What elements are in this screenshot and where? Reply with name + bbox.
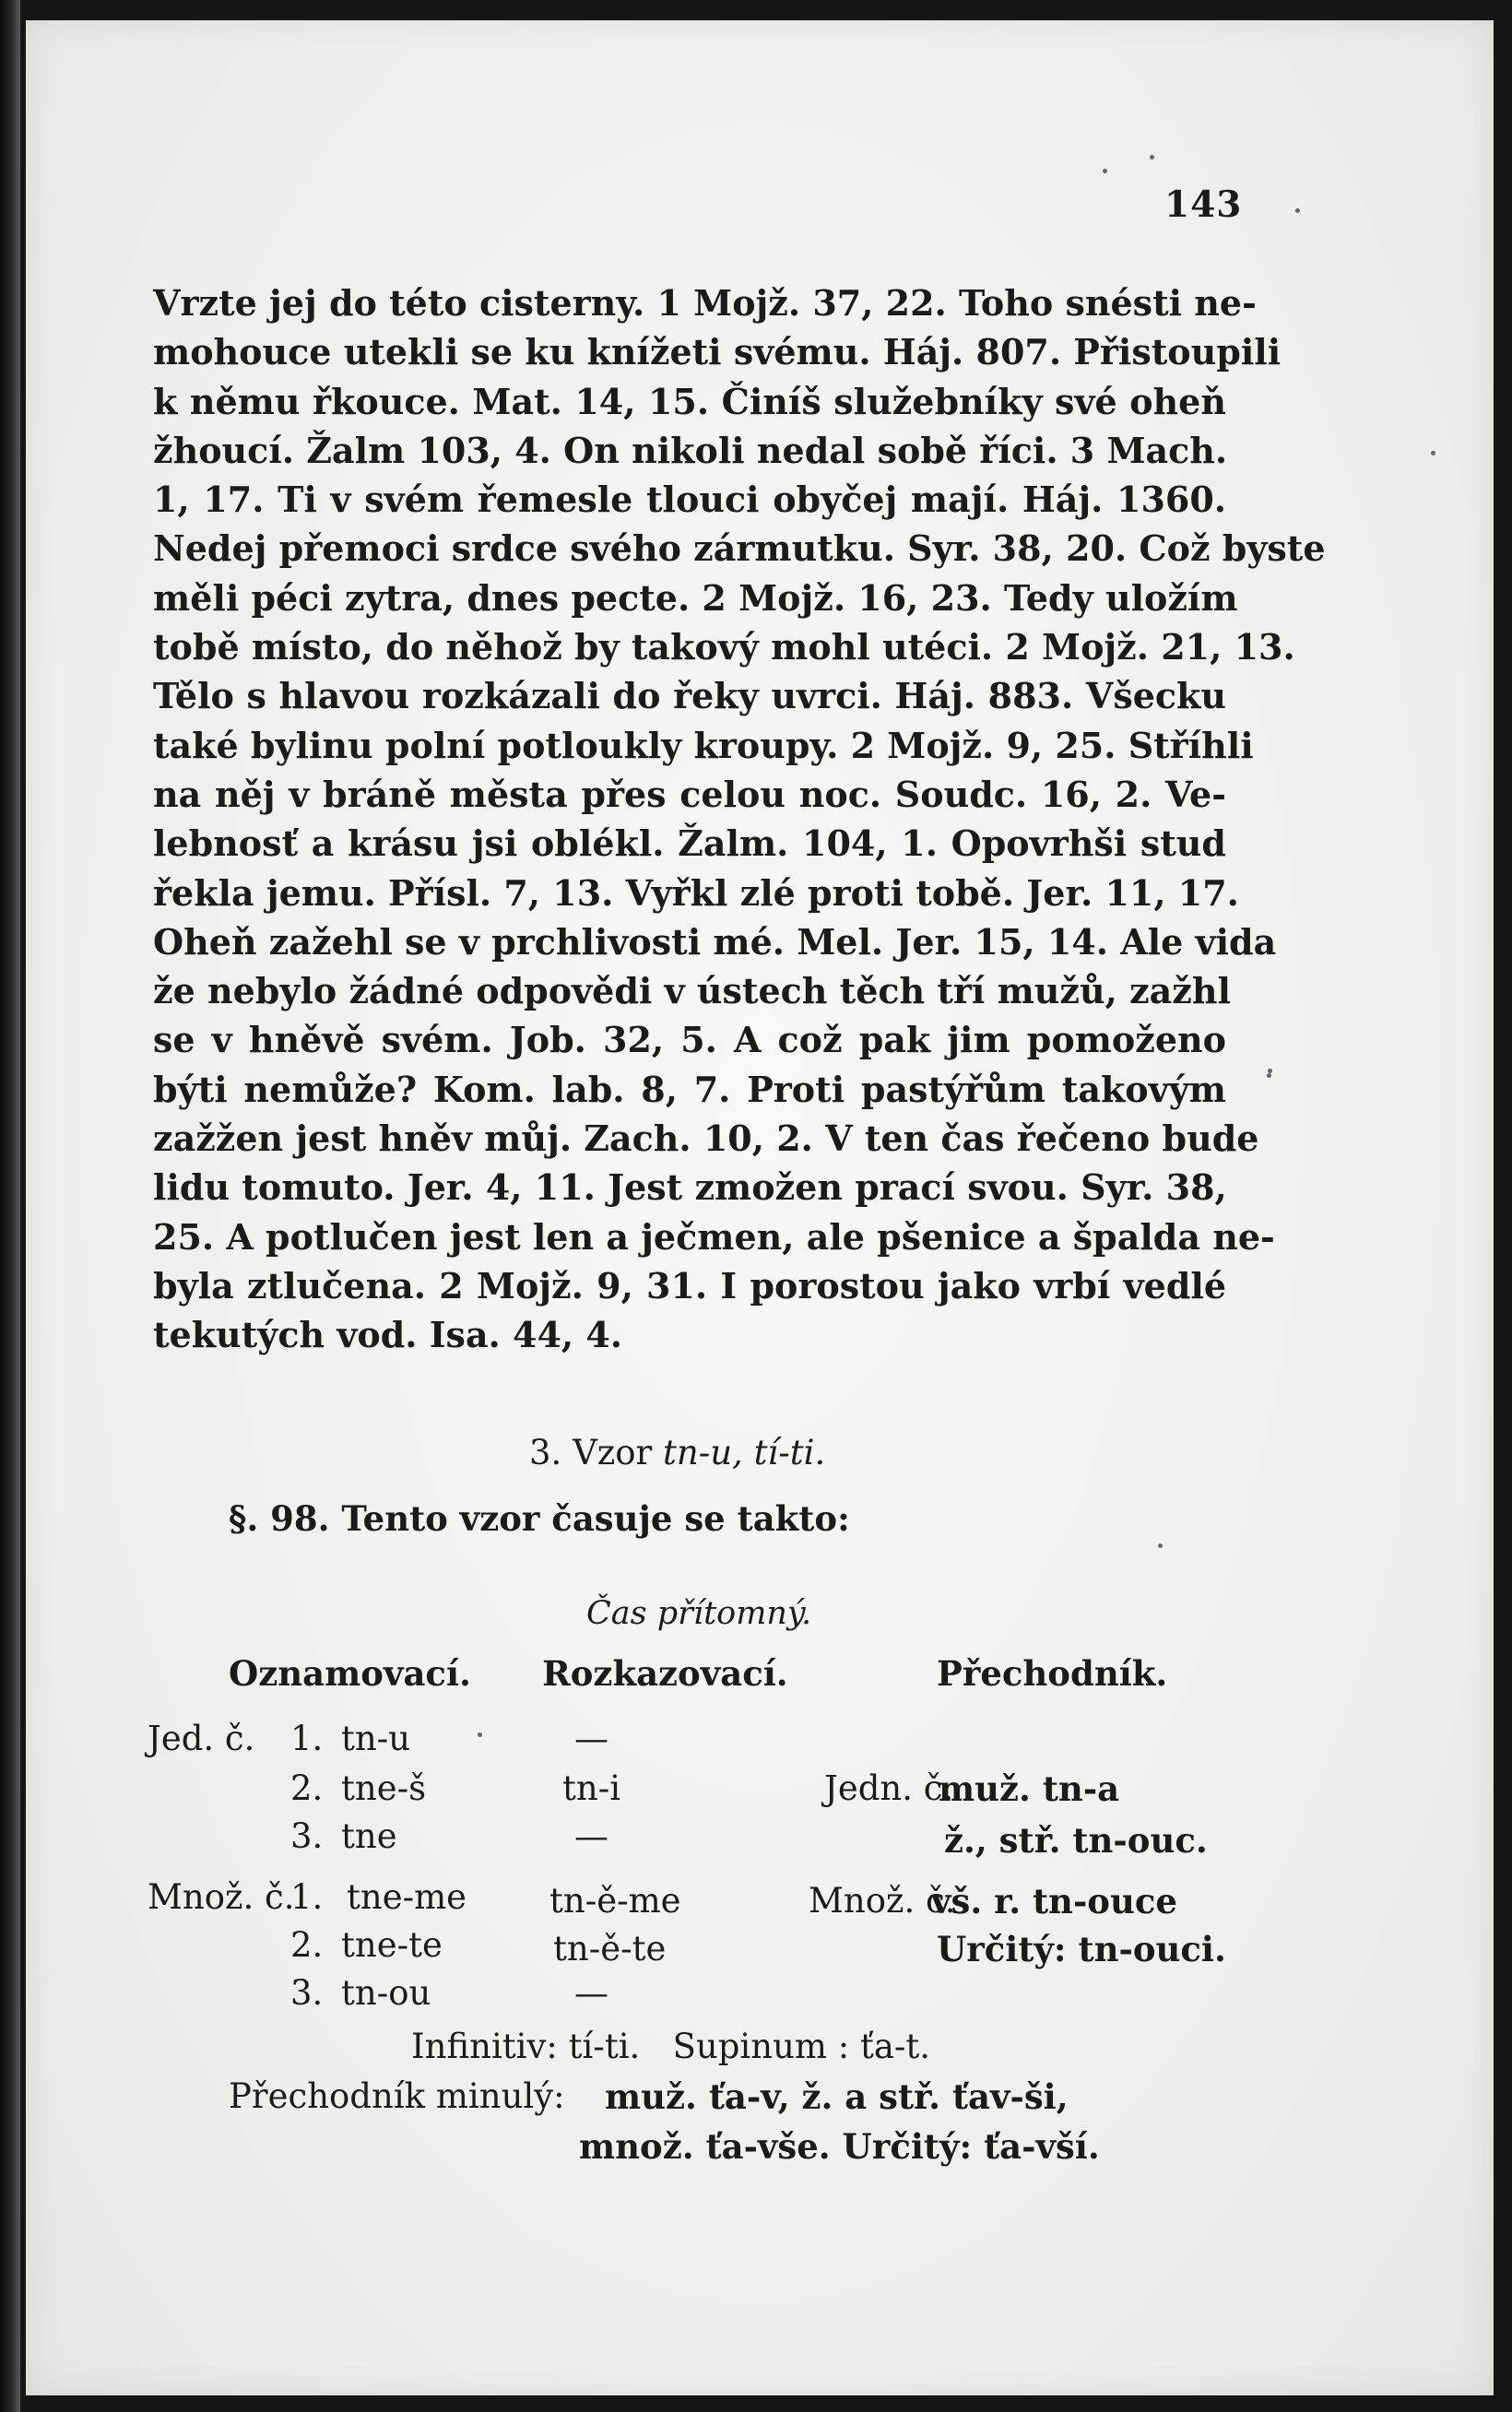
text-line: také bylinu polní potloukly kroupy. 2 Mojž. 9, 25. Stříhli xyxy=(153,724,1254,766)
row-number: 1. xyxy=(290,1877,324,1917)
pattern-heading xyxy=(529,1433,825,1472)
text-line: zažžen jest hněv můj. Zach. 10, 2. V ten čas řečeno bude xyxy=(153,1117,1259,1160)
column-header-imperative: Rozkazovací. xyxy=(542,1653,788,1694)
text-line: žhoucí. Žalm 103, 4. On nikoli nedal sobě říci. 3 Mach. xyxy=(153,429,1228,471)
scan-speck xyxy=(1267,1073,1271,1078)
transgressive-form: Určitý: tn-ouci. xyxy=(937,1929,1226,1969)
text-line: 25. A potlučen jest len a ječmen, ale pšenice a špalda ne- xyxy=(153,1215,1275,1258)
imperative-form: — xyxy=(574,1973,608,2013)
text-line: na něj v bráně města přes celou noc. Soudc. 16, 2. Ve- xyxy=(153,773,1226,815)
past-transgressive-line: muž. ťa-v, ž. a stř. ťav-ši, xyxy=(605,2076,1069,2117)
text-line: k němu řkouce. Mat. 14, 15. Činíš služebníky své oheň xyxy=(153,380,1226,422)
scan-speck xyxy=(1268,1069,1272,1073)
indicative-form: tne-te xyxy=(341,1925,443,1965)
section-title: §. 98. Tento vzor časuje se takto: xyxy=(229,1498,850,1539)
indicative-form: tn-u xyxy=(341,1719,411,1758)
indicative-form: tn-ou xyxy=(341,1973,431,2013)
text-line: že nebylo žádné odpovědi v ústech těch tří mužů, zažhl xyxy=(153,970,1231,1012)
row-number: 2. xyxy=(290,1768,324,1808)
singular-label: Jed. č. xyxy=(148,1719,255,1758)
text-line: Oheň zažehl se v prchlivosti mé. Mel. Jer. 15, 14. Ale vida xyxy=(153,920,1277,963)
tense-subheading: Čas přítomný. xyxy=(586,1595,812,1632)
scan-speck xyxy=(1431,451,1435,455)
text-line: řekla jemu. Přísl. 7, 13. Vyřkl zlé proti tobě. Jer. 11, 17. xyxy=(153,871,1239,914)
scan-speck xyxy=(478,1732,482,1737)
text-line: Nedej přemoci srdce svého zármutku. Syr. 38, 20. Což byste xyxy=(153,527,1326,570)
transgressive-label: Jedn. č. xyxy=(824,1768,954,1808)
plural-label: Množ. č. xyxy=(148,1877,295,1917)
scan-speck xyxy=(1158,1543,1163,1548)
pattern-heading-prefix: 3. Vzor xyxy=(529,1433,664,1472)
page-number: 143 xyxy=(1164,183,1243,226)
transgressive-label: Množ. č. xyxy=(809,1881,956,1921)
scan-speck xyxy=(1103,169,1107,173)
column-header-indicative: Oznamovací. xyxy=(229,1653,471,1694)
text-line: tobě místo, do něhož by takový mohl utéci. 2 Mojž. 21, 13. xyxy=(153,626,1295,668)
column-header-transgressive: Přechodník. xyxy=(937,1653,1168,1694)
transgressive-form: ž., stř. tn-ouc. xyxy=(944,1820,1208,1861)
indicative-form: tne xyxy=(341,1816,397,1856)
text-line: měli péci zytra, dnes pecte. 2 Mojž. 16, 23. Tedy uložím xyxy=(153,576,1238,619)
text-line: mohouce utekli se ku knížeti svému. Háj. 807. Přistoupili xyxy=(153,331,1282,373)
body-paragraph xyxy=(153,278,1326,1360)
indicative-form: tne-š xyxy=(341,1768,427,1808)
scan-speck xyxy=(1295,208,1300,213)
row-number: 2. xyxy=(290,1925,324,1965)
past-transgressive-line: množ. ťa-vše. Určitý: ťa-vší. xyxy=(579,2126,1100,2167)
row-number: 3. xyxy=(290,1973,324,2013)
text-line: Vrzte jej do této cisterny. 1 Mojž. 37, 22. Toho snésti ne- xyxy=(153,282,1257,324)
text-line: tekutých vod. Isa. 44, 4. xyxy=(153,1314,623,1356)
scan-speck xyxy=(1150,155,1154,160)
row-number: 1. xyxy=(290,1719,324,1758)
transgressive-form: muž. tn-a xyxy=(939,1768,1120,1809)
text-line: lebnosť a krásu jsi oblékl. Žalm. 104, 1. Opovrhši stud xyxy=(153,822,1226,865)
imperative-form: tn-ě-me xyxy=(549,1881,681,1921)
transgressive-form: vš. r. tn-ouce xyxy=(931,1881,1177,1921)
text-line: se v hněvě svém. Job. 32, 5. A což pak jim pomoženo xyxy=(153,1019,1226,1061)
imperative-form: — xyxy=(574,1719,608,1758)
imperative-form: tn-i xyxy=(562,1768,621,1808)
indicative-form: tne-me xyxy=(347,1877,467,1917)
infinitive-line: Infinitiv: tí-ti. Supinum : ťa-t. xyxy=(411,2027,931,2066)
text-line: 1, 17. Ti v svém řemesle tlouci obyčej mají. Háj. 1360. xyxy=(153,479,1226,521)
past-transgressive-label: Přechodník minulý: xyxy=(229,2076,565,2116)
row-number: 3. xyxy=(290,1816,324,1856)
book-spine-edge xyxy=(0,0,20,2412)
text-line: Tělo s hlavou rozkázali do řeky uvrci. Háj. 883. Všecku xyxy=(153,675,1226,717)
pattern-heading-forms: tn-u, tí-ti. xyxy=(663,1433,826,1472)
imperative-form: tn-ě-te xyxy=(553,1929,667,1969)
text-line: byla ztlučena. 2 Mojž. 9, 31. I porostou jako vrbí vedlé xyxy=(153,1264,1226,1306)
imperative-form: — xyxy=(574,1816,608,1856)
text-line: býti nemůže? Kom. lab. 8, 7. Proti pastýřům takovým xyxy=(153,1068,1226,1110)
text-line: lidu tomuto. Jer. 4, 11. Jest zmožen prací svou. Syr. 38, xyxy=(153,1166,1227,1209)
